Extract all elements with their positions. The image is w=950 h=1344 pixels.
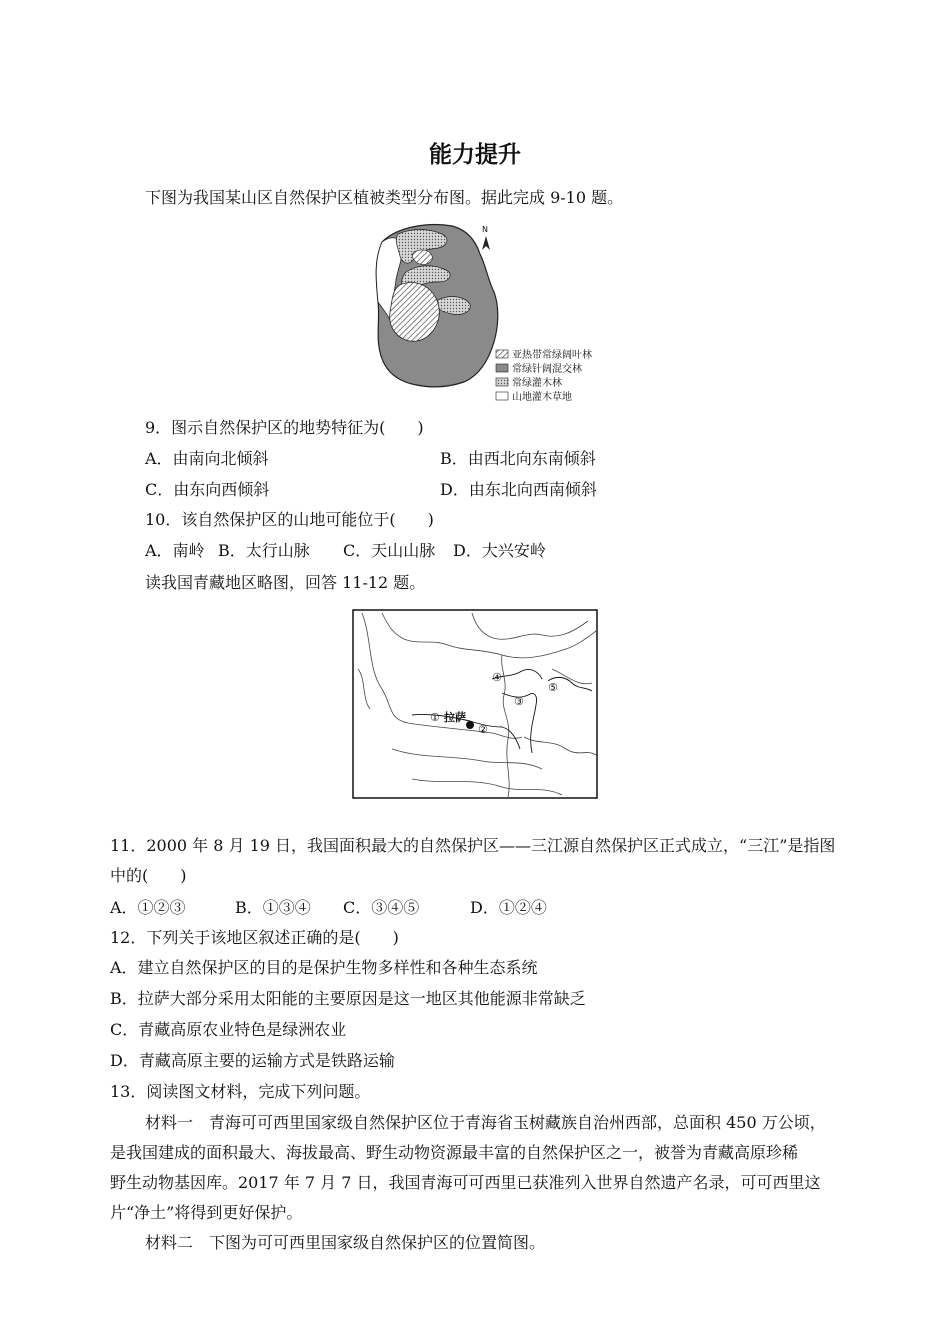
label-3: ③ [514, 695, 524, 708]
svg-text:N: N [482, 225, 488, 234]
q11-option-d[interactable]: D．①②④ [470, 898, 547, 917]
lhasa-marker [466, 721, 474, 729]
q13-material2: 材料二 下图为可可西里国家级自然保护区的位置简图。 [145, 1233, 546, 1252]
q9-option-b[interactable]: B．由西北向东南倾斜 [440, 449, 596, 468]
q10-option-a[interactable]: A．南岭 [145, 541, 205, 560]
label-1: ① [430, 711, 440, 724]
q11-stem-line1: 11．2000 年 8 月 19 日，我国面积最大的自然保护区——三江源自然保护区正式成立，“三江”是指图 [110, 836, 836, 855]
q13-material1-line1: 材料一 青海可可西里国家级自然保护区位于青海省玉树藏族自治州西部，总面积 450 万公顷， [145, 1113, 826, 1132]
q13-stem: 13．阅读图文材料，完成下列问题。 [110, 1082, 371, 1101]
legend-broadleaf: 亚热带常绿阔叶林 [512, 350, 592, 361]
label-4: ④ [492, 671, 502, 684]
q12-option-d[interactable]: D．青藏高原主要的运输方式是铁路运输 [110, 1051, 395, 1070]
city-label-lhasa: 拉萨 [444, 711, 466, 724]
q12-stem: 12．下列关于该地区叙述正确的是( ) [110, 928, 399, 947]
q10-option-b[interactable]: B．太行山脉 [218, 541, 310, 560]
vegetation-map [368, 220, 618, 406]
q9-stem: 9．图示自然保护区的地势特征为( ) [145, 418, 424, 437]
q12-option-c[interactable]: C．青藏高原农业特色是绿洲农业 [110, 1020, 347, 1039]
q9-option-d[interactable]: D．由东北向西南倾斜 [440, 480, 597, 499]
north-arrow-icon [482, 225, 490, 250]
q13-material1-line2: 是我国建成的面积最大、海拔最高、野生动物资源最丰富的自然保护区之一，被誉为青藏高原珍稀 [110, 1143, 799, 1162]
q11-option-a[interactable]: A．①②③ [110, 898, 186, 917]
q12-option-b[interactable]: B．拉萨大部分采用太阳能的主要原因是这一地区其他能源非常缺乏 [110, 989, 586, 1008]
q11-stem-line2: 中的( ) [110, 866, 187, 885]
legend-coniferous: 常绿针阔混交林 [512, 364, 582, 375]
label-2: ② [478, 723, 488, 736]
q10-stem: 10．该自然保护区的山地可能位于( ) [145, 510, 434, 529]
q13-material1-line4: 片“净土”将得到更好保护。 [110, 1203, 303, 1222]
q13-material1-line3: 野生动物基因库。2017 年 7 月 7 日，我国青海可可西里已获准列入世界自然遗产名录，可可西里这 [110, 1173, 821, 1192]
label-5: ⑤ [548, 681, 558, 694]
page-title: 能力提升 [429, 142, 521, 168]
legend-shrub: 常绿灌木林 [512, 378, 562, 389]
legend-grassland: 山地灌木草地 [512, 392, 572, 403]
q12-option-a[interactable]: A．建立自然保护区的目的是保护生物多样性和各种生态系统 [110, 958, 538, 977]
q9-option-a[interactable]: A．由南向北倾斜 [145, 449, 269, 468]
intro-text-2: 读我国青藏地区略图，回答 11-12 题。 [145, 573, 426, 592]
qinghai-tibet-map [352, 609, 598, 799]
q11-option-b[interactable]: B．①③④ [235, 898, 311, 917]
q10-option-d[interactable]: D．大兴安岭 [453, 541, 546, 560]
map-legend [496, 348, 592, 403]
intro-text-1: 下图为我国某山区自然保护区植被类型分布图。据此完成 9-10 题。 [145, 188, 624, 207]
q11-option-c[interactable]: C．③④⑤ [343, 898, 420, 917]
q9-option-c[interactable]: C．由东向西倾斜 [145, 480, 270, 499]
q10-option-c[interactable]: C．天山山脉 [343, 541, 436, 560]
